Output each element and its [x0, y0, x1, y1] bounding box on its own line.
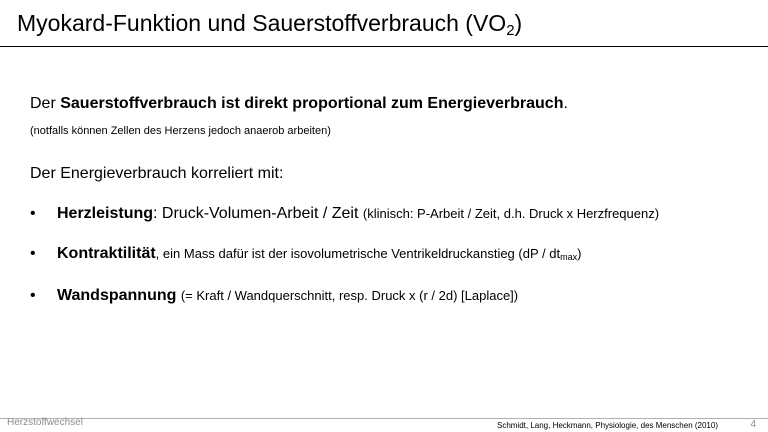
bullet-separator: :: [153, 205, 162, 222]
bullet-text: [57, 204, 659, 224]
slide-title: [17, 8, 522, 46]
bullet-icon: •: [30, 205, 36, 222]
bullet-detail: (klinisch: P-Arbeit / Zeit, d.h. Druck x Herzfrequenz): [362, 206, 660, 221]
bullet-subscript: max: [560, 252, 578, 262]
slide-title-subscript: 2: [506, 22, 515, 39]
slide-title-close: ): [514, 10, 523, 36]
correlation-intro: Der Energieverbrauch korreliert mit:: [30, 165, 284, 182]
bullet-text: [57, 286, 518, 306]
bullet-icon: •: [30, 287, 36, 304]
title-bar: [0, 0, 768, 48]
bullet-icon: •: [30, 245, 36, 262]
bullet-main: Druck-Volumen-Arbeit / Zeit: [161, 205, 363, 222]
page-number: 4: [750, 419, 756, 430]
bullet-separator: ,: [155, 246, 163, 261]
bullet-text: [57, 244, 581, 267]
key-statement: [30, 94, 568, 114]
statement-bold: Sauerstoffverbrauch ist direkt proportional zum Energieverbrauch: [60, 95, 564, 112]
anaerobic-note: (notfalls können Zellen des Herzens jedoch anaerob arbeiten): [30, 125, 331, 137]
statement-tail: .: [563, 95, 568, 112]
bullet-detail: (= Kraft / Wandquerschnitt, resp. Druck x (r / 2d) [Laplace]): [180, 288, 519, 303]
statement-lead: Der: [30, 95, 61, 112]
bullet-term: Herzleistung: [57, 205, 154, 222]
title-divider: [0, 46, 768, 47]
bullet-close: ): [577, 246, 582, 261]
bullet-detail: ein Mass dafür ist der isovolumetrische Ventrikeldruckanstieg (dP / dt: [162, 246, 561, 261]
slide-title-main: Myokard-Funktion und Sauerstoffverbrauch (VO: [17, 10, 507, 36]
bullet-term: Kontraktilität: [57, 245, 156, 262]
footer-divider: [0, 418, 768, 419]
footer-section: Herzstoffwechsel: [7, 417, 83, 428]
footer-source: Schmidt, Lang, Heckmann, Physiologie, des Menschen (2010): [496, 421, 718, 430]
bullet-term: Wandspannung: [57, 287, 177, 304]
